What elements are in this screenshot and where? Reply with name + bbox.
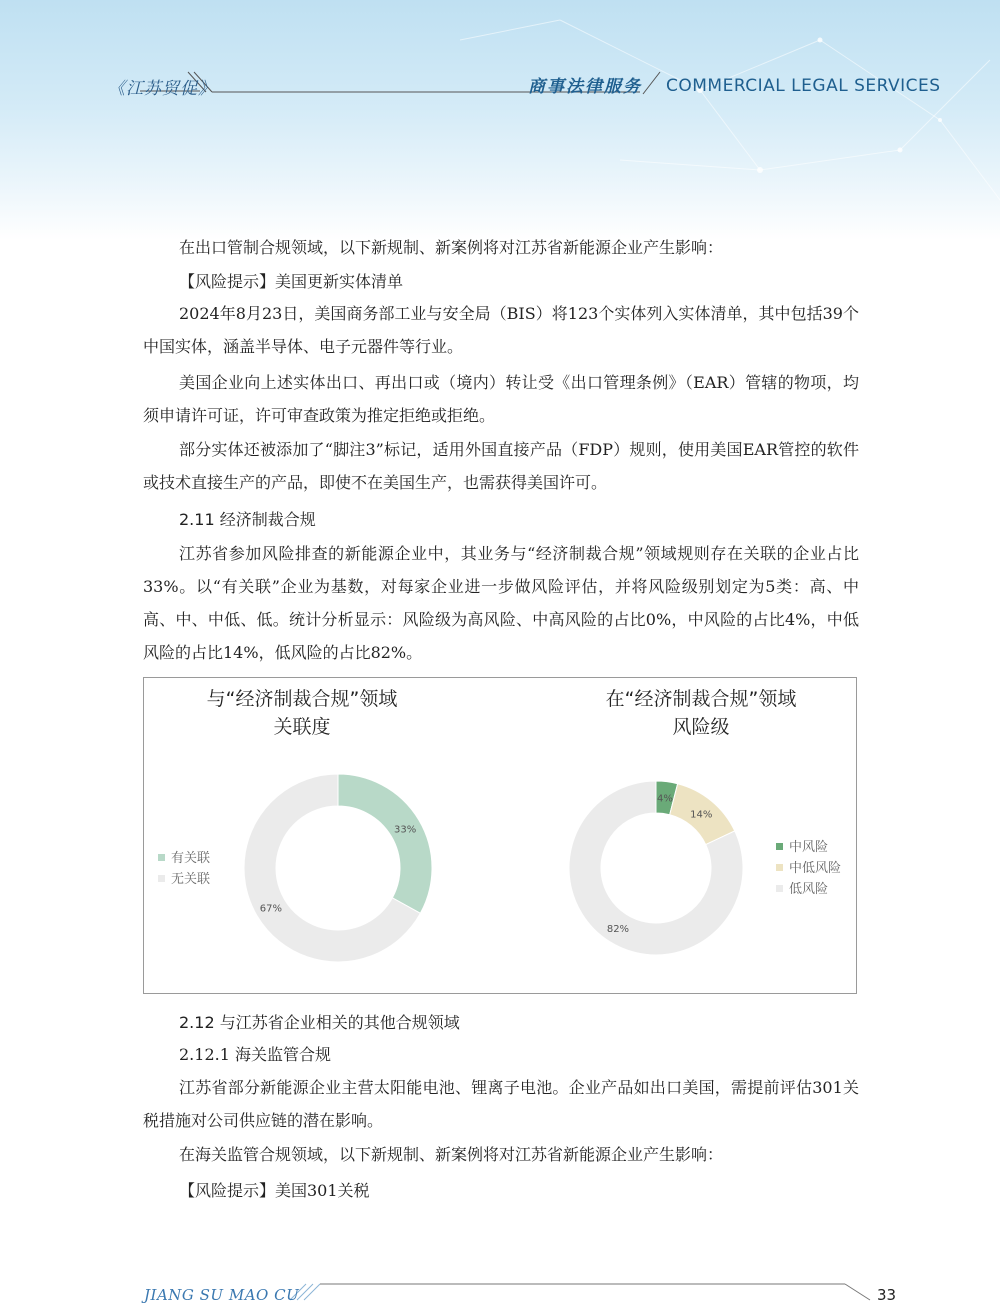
heading-2-11: 2.11 经济制裁合规 bbox=[179, 510, 316, 529]
page-number: 33 bbox=[877, 1286, 897, 1304]
chart2-data-label-2: 82% bbox=[606, 923, 630, 935]
chart2-data-label-1: 14% bbox=[690, 809, 713, 821]
chart1-title-line1: 与“经济制裁合规”领域 bbox=[206, 688, 398, 710]
paragraph-sanctions-stats: 江苏省参加风险排查的新能源企业中，其业务与“经济制裁合规”领域规则存在关联的企业占比33%。以“有关联”企业为基数，对每家企业进一步做风险评估，并将风险级别划定为5类：高、中高、中、中低、低。统计分析显示：风险级为高风险、中高风险的占比0%，中风险的占比4%，中低风险的占比14%，低风险的占比82%。 bbox=[143, 544, 859, 662]
chart1-data-label-0: 33% bbox=[394, 824, 417, 836]
chart2-legend-label-2: 低风险 bbox=[789, 882, 829, 897]
chart-panel bbox=[143, 677, 857, 994]
risk-tip-entity-list: 【风险提示】美国更新实体清单 bbox=[179, 272, 404, 291]
heading-2-12-1: 2.12.1 海关监管合规 bbox=[179, 1045, 331, 1064]
chart2-legend-label-0: 中风险 bbox=[789, 840, 829, 855]
chart1-title-line2: 关联度 bbox=[273, 716, 331, 738]
heading-2-12: 2.12 与江苏省企业相关的其他合规领域 bbox=[179, 1013, 460, 1032]
risk-tip-301-tariff: 【风险提示】美国301关税 bbox=[179, 1181, 370, 1200]
chart1-legend-label-0: 有关联 bbox=[171, 851, 211, 866]
paragraph-customs-intro: 在海关监管合规领域，以下新规制、新案例将对江苏省新能源企业产生影响： bbox=[179, 1145, 724, 1164]
section-title-en: COMMERCIAL LEGAL SERVICES bbox=[666, 76, 941, 96]
chart2-legend-swatch-0 bbox=[776, 843, 783, 850]
chart2-legend-swatch-1 bbox=[776, 864, 783, 871]
paragraph-entity-list: 2024年8月23日，美国商务部工业与安全局（BIS）将123个实体列入实体清单，其中包括39个中国实体，涵盖半导体、电子元器件等行业。 bbox=[143, 304, 859, 356]
header-banner bbox=[0, 0, 1000, 240]
donut-charts bbox=[144, 678, 858, 995]
chart1-legend-swatch-0 bbox=[158, 854, 165, 861]
chart1-legend-label-1: 无关联 bbox=[171, 872, 211, 887]
chart2-title-line2: 风险级 bbox=[672, 716, 730, 738]
chart1-legend-swatch-1 bbox=[158, 875, 165, 882]
paragraph-customs-301: 江苏省部分新能源企业主营太阳能电池、锂离子电池。企业产品如出口美国，需提前评估301关税措施对公司供应链的潜在影响。 bbox=[143, 1078, 859, 1130]
paragraph-fdp-rule: 部分实体还被添加了“脚注3”标记，适用外国直接产品（FDP）规则，使用美国EAR管控的软件或技术直接生产的产品，即使不在美国生产，也需获得美国许可。 bbox=[143, 440, 859, 492]
chart2-data-label-0: 4% bbox=[656, 793, 673, 805]
header-network-decoration bbox=[0, 0, 1000, 240]
section-title-cn: 商事法律服务 bbox=[528, 77, 642, 97]
chart1-data-label-1: 67% bbox=[259, 903, 282, 915]
chart1-slice-0 bbox=[338, 774, 432, 913]
footer-magazine-name: JIANG SU MAO CU bbox=[144, 1286, 300, 1304]
chart2-legend-swatch-2 bbox=[776, 885, 783, 892]
chart2-title-line1: 在“经济制裁合规”领域 bbox=[605, 688, 797, 710]
magazine-name: 《江苏贸促》 bbox=[108, 79, 216, 99]
paragraph-intro: 在出口管制合规领域，以下新规制、新案例将对江苏省新能源企业产生影响： bbox=[179, 238, 724, 257]
paragraph-ear-license: 美国企业向上述实体出口、再出口或（境内）转让受《出口管理条例》（EAR）管辖的物项，均须申请许可证，许可审查政策为推定拒绝或拒绝。 bbox=[143, 373, 859, 425]
chart2-legend-label-1: 中低风险 bbox=[789, 861, 842, 876]
